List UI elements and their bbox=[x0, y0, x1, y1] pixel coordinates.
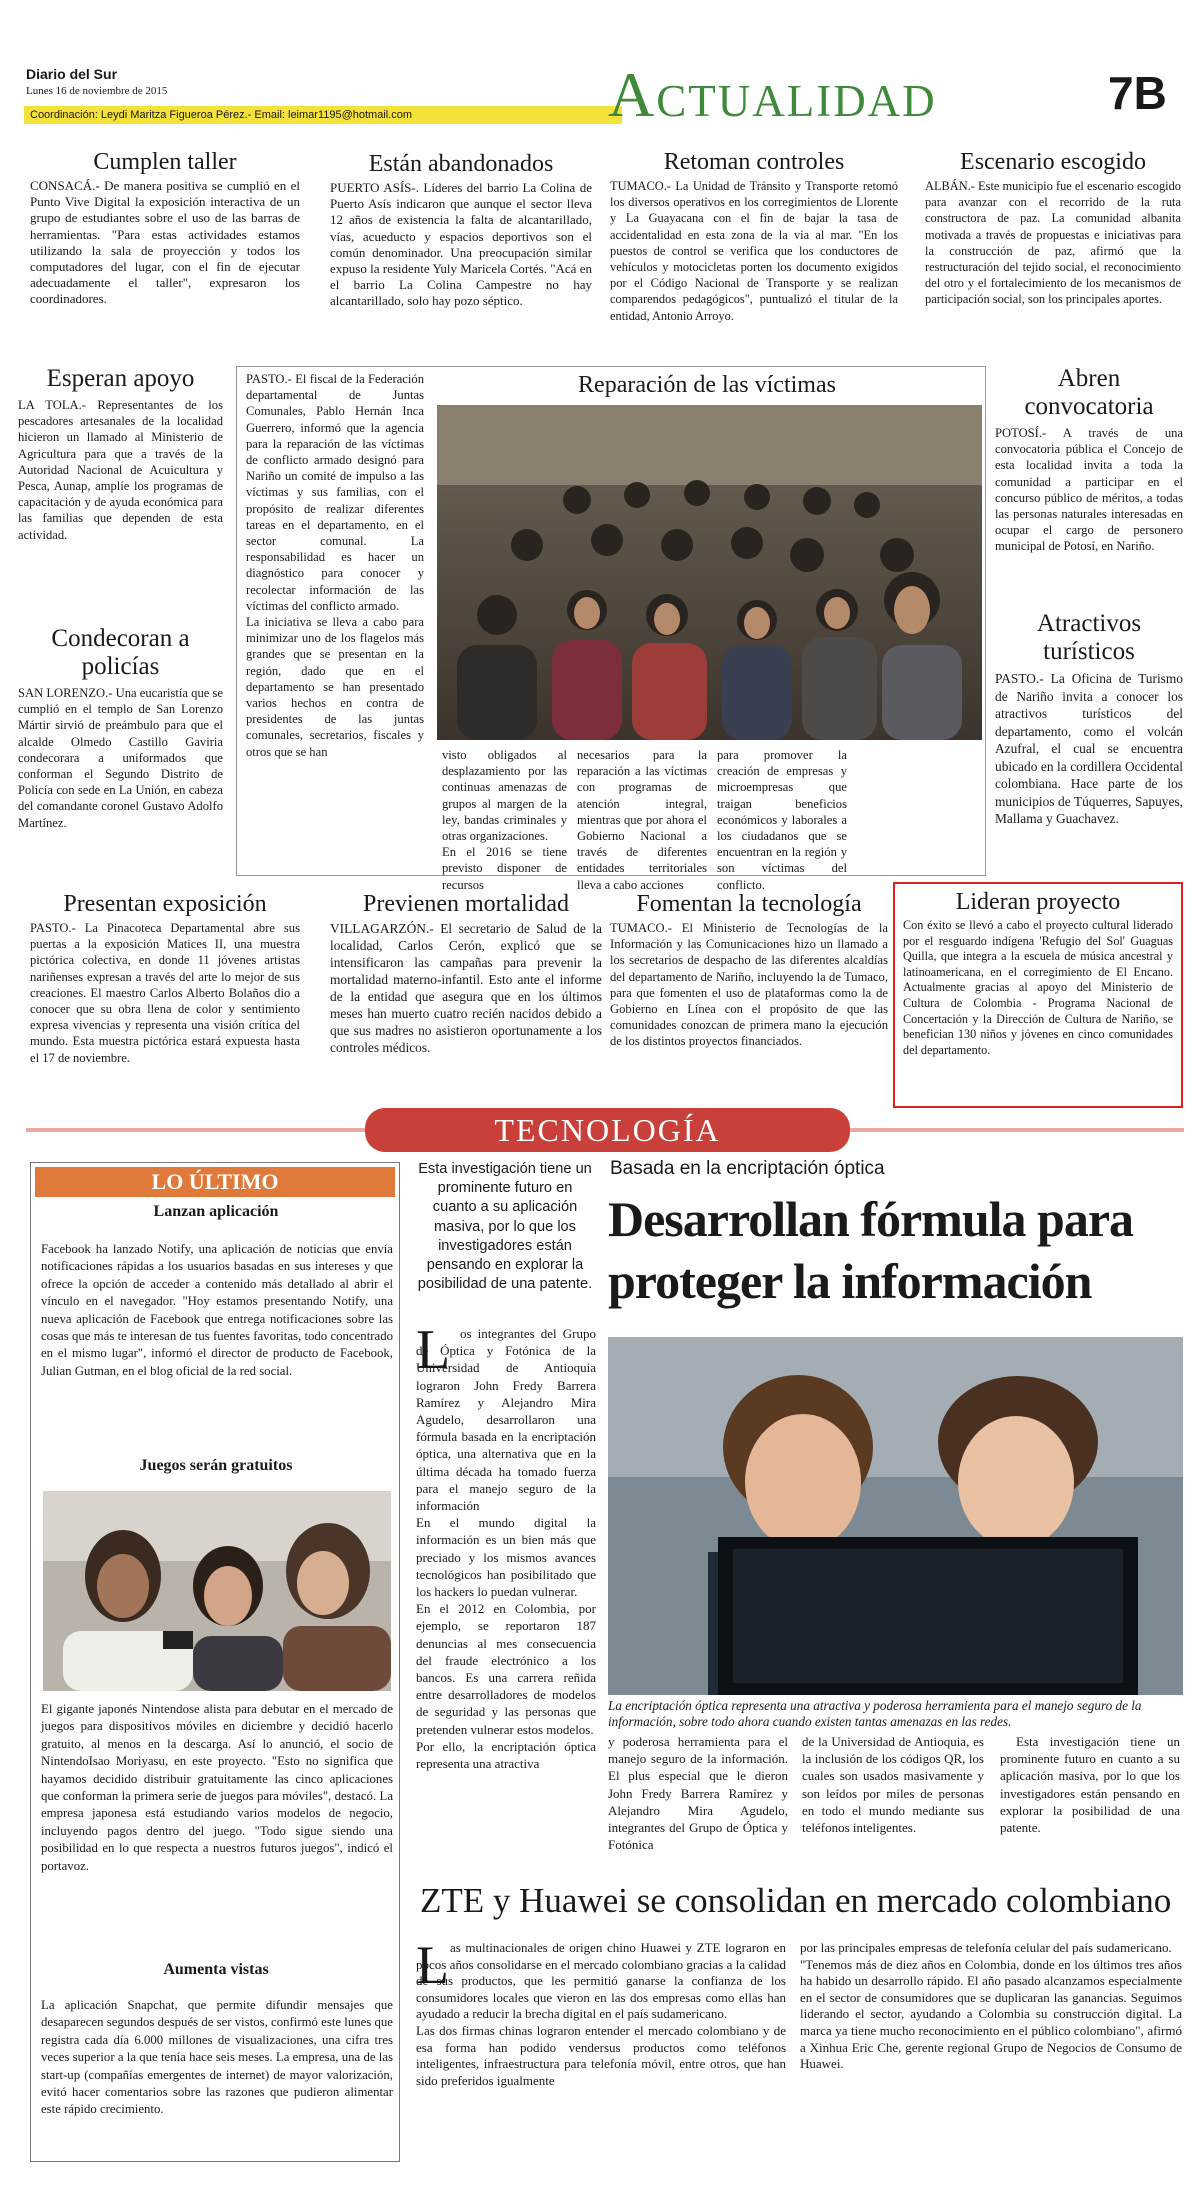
article-condecoran bbox=[18, 625, 223, 831]
article-title: Esperan apoyo bbox=[46, 365, 195, 392]
main-col-3: de la Universidad de Antioquia, es la inclusión de los códigos QR, los cuales son usados masivamente y son leídos por miles de personas en todo el mundo mediante sus teléfonos inteligentes. bbox=[802, 1734, 984, 1836]
lo-ultimo-text-2: El gigante japonés Nintendose alista para debutar en el mercado de juegos para dispositivos móviles en diciembre y decidió hacerlo gratuito, al menos en la descarga. Así lo anunció, el socio de NintendoIsao Moriyasu, en este proyecto. "Esto no significa que hayamos decidido distribuir gratuitamente las cinco aplicaciones que conforman la primera serie de juegos para móviles", destacó. La empresa japonesa está estudiando varios modelos de negocio, incluyendo pagos dentro del juego. "Todo sigue siendo una posibilidad en lo que respecta a nuestros futuros juegos", indicó el portavoz. bbox=[41, 1702, 393, 1873]
article-col-4: para promover la creación de empresas y microempresas que traigan beneficios económicos y laborales a los ciudadanos que se encuentran en la región y son víctimas del conflicto. bbox=[717, 748, 847, 892]
article-title: Atractivos turísticos bbox=[1036, 610, 1142, 665]
masthead bbox=[18, 60, 1178, 140]
zte-headline: ZTE y Huawei se consolidan en mercado colombiano bbox=[420, 1881, 1172, 1920]
article-lideran-proyecto bbox=[893, 882, 1183, 1108]
article-cumplen-taller bbox=[30, 148, 300, 308]
article-body: SAN LORENZO.- Una eucaristía que se cumplió en el templo de San Lorenzo Mártir sirvió de preámbulo para que el alcalde Olmedo Castillo Gaviria condecorara a uniformados que conforman el Segundo Distrito de Policía con sede en La Unión, en cabeza del comandante coronel Gustavo Adolfo Martínez. bbox=[18, 686, 223, 830]
paper-name: Diario del Sur bbox=[26, 66, 118, 82]
main-kicker: Basada en la encriptación óptica bbox=[610, 1158, 885, 1179]
article-title: Lideran proyecto bbox=[955, 889, 1121, 915]
article-title: Retoman controles bbox=[663, 149, 845, 175]
article-body: POTOSÍ.- A través de una convocatoria pública el Concejo de esta localidad invita a toda la comunidad a participar en el concurso público de méritos, a todas las personas naturales interesadas en ocupar el cargo de personero municipal de Potosí, en Nariño. bbox=[995, 426, 1183, 554]
article-body: PUERTO ASÍS-. Líderes del barrio La Colina de Puerto Asís indicaron que aunque el sector lleva 12 años de existencia la falta de alcantarillado, vías, acueducto y espacios deportivos son el común denominador. Una preocupación similar expuso la residente Yuly Maricela Cortés. "Acá en el barrio La Colina Campestre no hay alcantarillado, solo hay pozo séptico. bbox=[330, 180, 592, 309]
article-escenario-escogido bbox=[925, 148, 1181, 308]
article-abren-convocatoria bbox=[995, 365, 1183, 555]
article-title: Escenario escogido bbox=[960, 149, 1146, 175]
article-title: Están abandonados bbox=[368, 151, 554, 177]
article-body: Con éxito se llevó a cabo el proyecto cultural liderado por el resguardo indígena 'Refugio del Sol' Guaguas Quilla, que integra a la escuela de música ancestral y latinoamericana, en el corregimiento de El Encano. Actualmente gracias al apoyo del Ministerio de Cultura de Colombia - Programa Nacional de Concertación y la Dirección de Cultura de Nariño, se benefician 130 niños y jóvenes en cinco comunidades del departamento. bbox=[903, 918, 1173, 1057]
article-estan-abandonados bbox=[330, 150, 592, 310]
lo-ultimo-text-1: Facebook ha lanzado Notify, una aplicación de noticias que envía notificaciones rápidas a los usuarios basadas en sus intereses y que ofrece la opción de acceder a contenido más detallado al abrir el vínculo en el navegador. "Hoy estamos presentando Notify, una nueva aplicación de Facebook que entrega notificaciones sobre las cosas que más te interesan de tus fuentes favoritas, todo concentrado en el mismo lugar", informó el director de producto de Facebook, Julian Gutman, en el blog oficial de la red social. bbox=[41, 1242, 393, 1378]
friends-phone-photo bbox=[43, 1491, 391, 1691]
article-title: Condecoran a policías bbox=[51, 625, 190, 680]
article-title: Fomentan la tecnología bbox=[636, 891, 862, 917]
pull-quote: Esta investigación tiene un prominente futuro en cuanto a su aplicación masiva, por lo que los investigadores están pensando en explorar la posibilidad de una patente. bbox=[417, 1161, 593, 1293]
article-body: ALBÁN.- Este municipio fue el escenario escogido para avanzar con el recorrido de la ruta constructora de paz. La comunidad albanita motivada a través de propuestas e iniciativas para la construcción de paz, afirmó que la restructuración del tejido social, el reconocimiento del otro y el fortalecimiento de los mecanismos de participación social, son los principales aportes. bbox=[925, 179, 1181, 307]
article-reparacion-victimas bbox=[236, 366, 986, 892]
article-body: LA TOLA.- Representantes de los pescadores artesanales de la localidad hicieron un llamado al Ministerio de Agricultura para que a través de la Autoridad Nacional de Acuicultura y Pesca, Aunap, amplíe los programas de capacitación y de ayuda económica para las familias que dependen de esta actividad. bbox=[18, 398, 223, 542]
article-title: Cumplen taller bbox=[93, 149, 237, 175]
article-body: TUMACO.- La Unidad de Tránsito y Transporte retomó los diversos operativos en los corregimientos de Llorente y La Guayacana con el fin de bajar la tasa de accidentalidad en esta zona de la vía al mar. "En los puestos de control se verifica que los conductores de vehículos y motocicletas porten los documento exigidos por el Código Nacional de Transporte y se realizan comparendos pedagógicos", puntualizó el titular de la entidad, Antonio Arroyo. bbox=[610, 179, 898, 323]
page-number: 7B bbox=[1108, 67, 1167, 119]
article-esperan-apoyo bbox=[18, 365, 223, 543]
article-presentan-exposicion bbox=[30, 890, 300, 1066]
section-title: Actualidad bbox=[608, 59, 937, 130]
article-fomentan-tecnologia bbox=[610, 890, 888, 1050]
article-title: Abren convocatoria bbox=[1024, 365, 1154, 420]
main-headline: Desarrollan fórmula para proteger la información bbox=[608, 1191, 1134, 1309]
lo-ultimo-heading-2: Juegos serán gratuitos bbox=[139, 1457, 293, 1474]
article-body: PASTO.- La Oficina de Turismo de Nariño invita a conocer los atractivos turísticos del departamento, como el volcán Azufral, el cual se encuentra ubicado en la cordillera Occidental colombiana. Hace parte de los municipios de Túquerres, Sapuyes, Mallama y Guachavez. bbox=[995, 671, 1183, 826]
lo-ultimo-box bbox=[30, 1162, 400, 2162]
article-col-1: PASTO.- El fiscal de la Federación departamental de Juntas Comunales, Pablo Hernán Inca Guerrero, informó que la agencia para la reparación de las víctimas de conflicto armado designó para Nariño un comité de impulso a las víctimas y sus familias, con el propósito de realizar diferentes tareas en el departamento, en el sector comunal. La responsabilidad es hacer un diagnóstico para conocer y recolectar información de las víctimas del conflicto armado. La iniciativa se lleva a cabo para minimizar uno de los flagelos más grandes que se presentan en la región, dado que en el departamento se han presentado varios hechos en contra de presidentes de las juntas comunales, secretarios, fiscales y otros que se han bbox=[246, 372, 424, 759]
lo-ultimo-heading-1: Lanzan aplicación bbox=[153, 1203, 279, 1220]
article-atractivos-turisticos bbox=[995, 610, 1183, 828]
issue-date: Lunes 16 de noviembre de 2015 bbox=[26, 85, 168, 97]
article-previenen-mortalidad bbox=[330, 890, 602, 1056]
lo-ultimo-text-3: La aplicación Snapchat, que permite difundir mensajes que desaparecen segundos después de ser vistos, confirmó este lunes que registra cada día 6.000 millones de visualizaciones, una cifra tres veces superior a la que tenía hace seis meses. La empresa, una de las start-up (compañías emergentes de internet) de mayor valorización, evitó hacer comentarios sobre las razones que pudieron alimentar este rápido crecimiento. bbox=[41, 1998, 393, 2117]
lo-ultimo-label: LO ÚLTIMO bbox=[35, 1167, 395, 1197]
article-body: TUMACO.- El Ministerio de Tecnologías de la Información y las Comunicaciones hizo un llamado a los secretarios de despacho de las diferentes alcaldías del departamento de Nariño, incluyendo la de Tumaco, para que fomenten el uso de plataformas como la de Gobierno en Línea con el propósito de que las comunidades conozcan de primera mano la ejecución de los distintos proyectos financiados. bbox=[610, 921, 888, 1049]
main-col-4: Esta investigación tiene un prominente futuro en cuanto a su aplicación masiva, por lo que los investigadores están pensando en explorar la posibilidad de una patente. bbox=[1000, 1734, 1180, 1836]
article-body: PASTO.- La Pinacoteca Departamental abre sus puertas a la exposición Matices II, una muestra pictórica colectiva, en donde 11 jóvenes artistas nariñenses expresan a través del arte lo mejor de sus creaciones. El maestro Carlos Alberto Bolaños dio a conocer que su obra llena de color y sentimiento expresa vivencias y representa una visión crítica del mundo. Esta muestra pictórica estará expuesta hasta el 17 de noviembre. bbox=[30, 921, 300, 1065]
tecnologia-banner: TECNOLOGÍA bbox=[365, 1108, 850, 1152]
article-col-2: visto obligados al desplazamiento por las continuas amenazas de grupos al margen de la ley, bandas criminales y otras organizaciones. En el 2016 se tiene previsto disponer de recursos bbox=[442, 748, 567, 892]
students-computer-photo bbox=[608, 1337, 1183, 1695]
victims-meeting-photo bbox=[437, 405, 982, 740]
zte-col-2: por las principales empresas de telefonía celular del país sudamericano. "Tenemos más de diez años en Colombia, donde en los últimos tres años ha habido un desarrollo rápido. El año pasado alcanzamos especialmente en el sector de consumidores que se duplicaran las ganancias. Seguimos liderando el sector, ayudando a Colombia su construcción digital. La marca ya tiene mucho reconocimiento en el público colombiano", afirmó a Xinhua Eric Che, gerente regional Grupo de Negocios de Consumo de Huawei. bbox=[800, 1940, 1182, 2072]
main-col-1: os integrantes del Grupo de Óptica y Fotónica de la Universidad de Antioquia lograron John Fredy Barrera Ramírez y Alejandro Mira Agudelo, desarrollaron una fórmula basada en la encriptación óptica, una alternativa que en la última década ha tomado fuerza para el manejo seguro de la información En el mundo digital la información es un bien más que preciado y los mismos avances tecnológicos han posibilitado que los hackers lo puedan vulnerar. En el 2012 en Colombia, por ejemplo, se reportaron 187 denuncias al mes consecuencia del fraude electrónico a los bancos. Es una carrera reñida entre desarrolladores de modelos de seguridad y las personas que pretenden vulnerar estos modelos. Por ello, la encriptación óptica representa una atractiva bbox=[416, 1326, 596, 1772]
zte-dropcap: L bbox=[416, 1935, 449, 1995]
article-retoman-controles bbox=[610, 148, 898, 324]
article-title: Presentan exposición bbox=[63, 891, 267, 917]
article-body: VILLAGARZÓN.- El secretario de Salud de la localidad, Carlos Cerón, explicó que se intensificaron las campañas para prevenir la mortalidad materno-infantil. Esto ante el informe de la entidad que asegura que en los últimos meses han muerto cuatro recién nacidos debido a que sus madres no asistieron oportunamente a los controles médicos. bbox=[330, 921, 602, 1055]
article-col-3: necesarios para la reparación a las víctimas con programas de atención integral, mientras que por ahora el Gobierno Nacional a través de diferentes entidades territoriales lleva a cabo acciones bbox=[577, 748, 707, 892]
lo-ultimo-heading-3: Aumenta vistas bbox=[163, 1961, 269, 1978]
photo-caption: La encriptación óptica representa una atractiva y poderosa herramienta para el manejo seguro de la información, sobre todo ahora cuando existen tantas amenazas en las redes. bbox=[608, 1698, 1142, 1729]
article-body: CONSACÁ.- De manera positiva se cumplió en el Punto Vive Digital la exposición interactiva de un grupo de estudiantes sobre el uso de las barras de herramientas. "Para estas actividades estamos utilizando la sala de proyección y todos los computadores del lugar, con el fin de ejecutar adecuadamente el taller", expresaron los coordinadores. bbox=[30, 178, 300, 307]
main-dropcap: L bbox=[416, 1319, 451, 1381]
coordination-bar: Coordinación: Leydi Maritza Figueroa Pérez.- Email: leimar1195@hotmail.com bbox=[24, 106, 622, 124]
zte-col-1: as multinacionales de origen chino Huawei y ZTE lograron en pocos años consolidarse en el mercado colombiano gracias a la calidad de sus productos, que les permitió ganarse la confianza de los consumidores locales que vieron en las dos empresas como ellas han ayudado a reducir la brecha digital en el país sudamericano. Las dos firmas chinas lograron entender el mercado colombiano y de esa forma han podido vendersus productos como teléfonos inteligentes, infraestructura para telefonía móvil, entre otros, que han sido preferidos igualmente bbox=[416, 1940, 786, 2088]
article-title: Reparación de las víctimas bbox=[578, 372, 836, 398]
main-col-2: y poderosa herramienta para el manejo seguro de la información. El plus especial que le dieron John Fredy Barrera Ramírez y Alejandro Mira Agudelo, integrantes del Grupo de Óptica y Fotónica bbox=[608, 1734, 788, 1853]
article-title: Previenen mortalidad bbox=[363, 891, 569, 917]
